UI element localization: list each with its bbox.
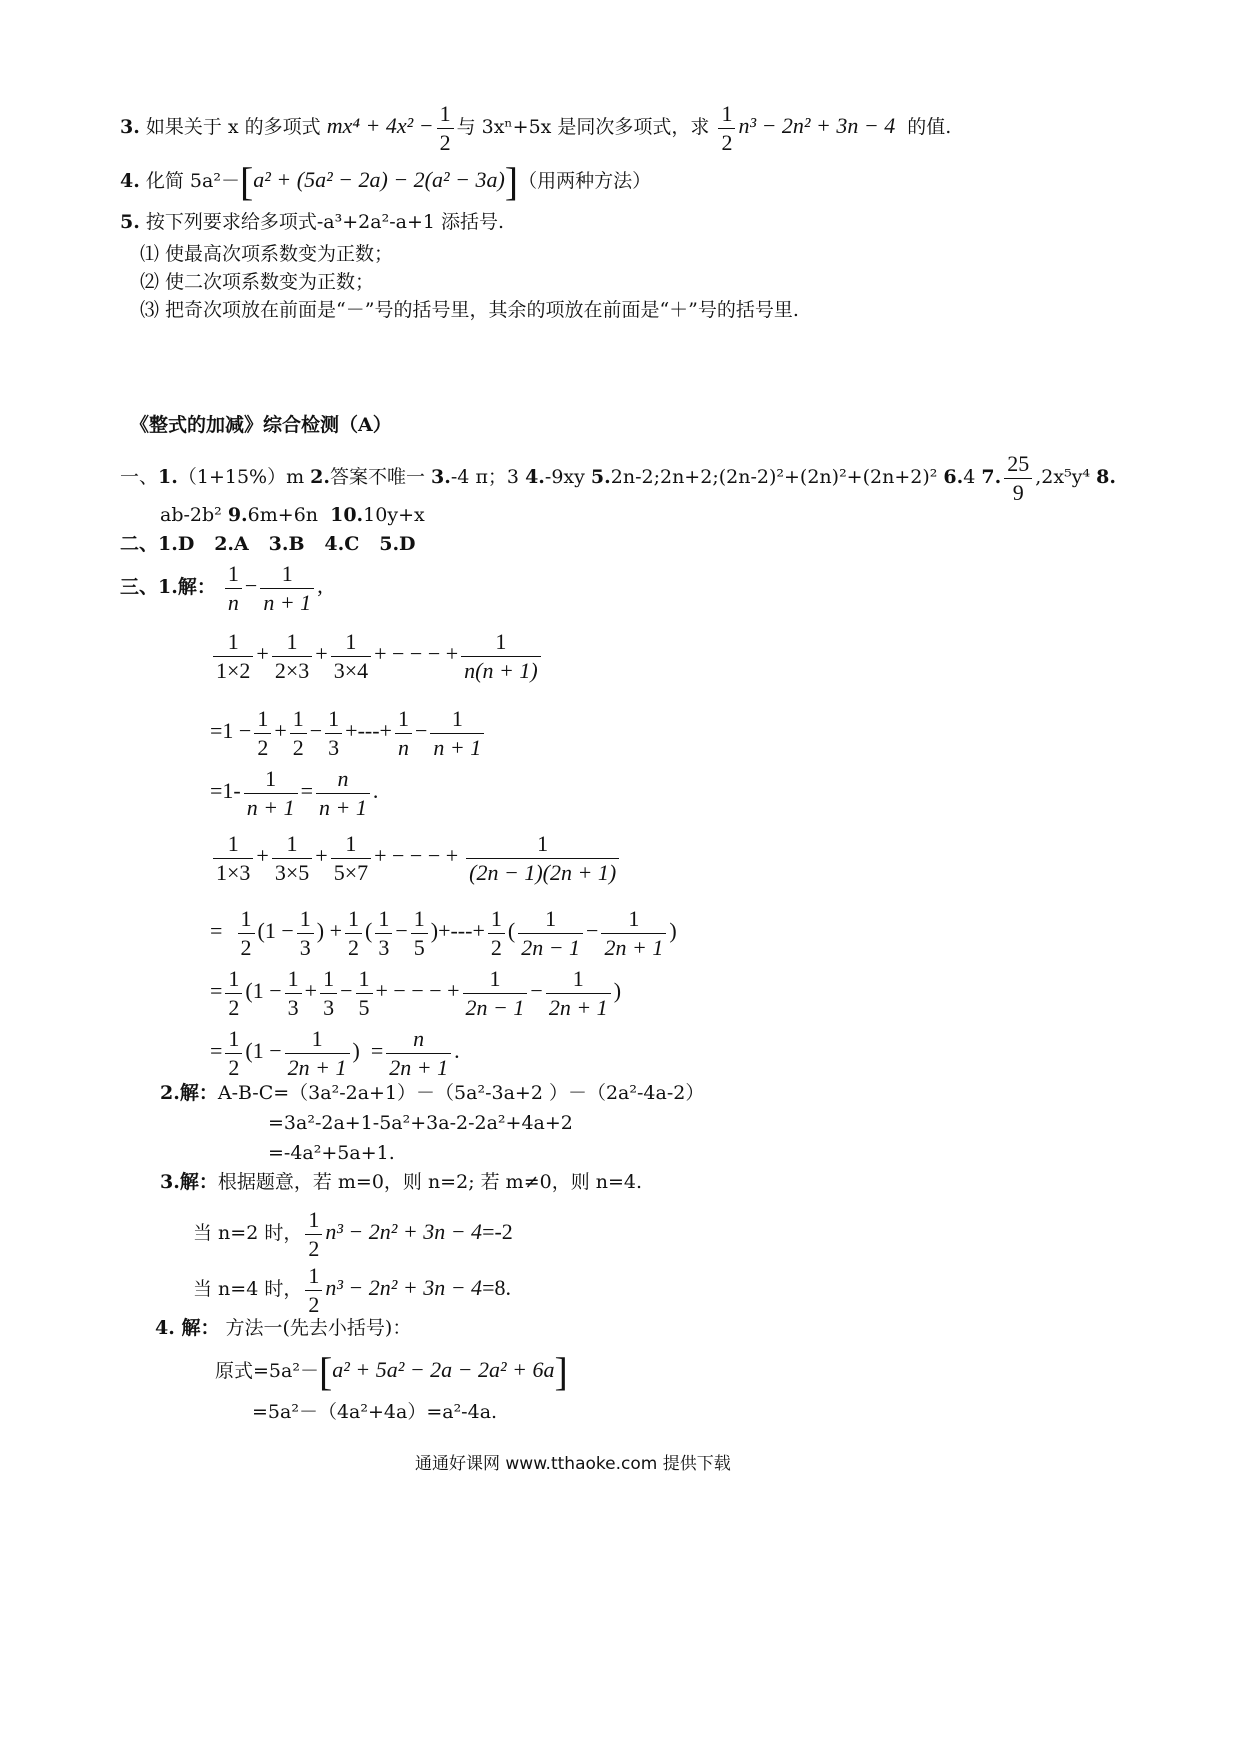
q5-item: ⑵ 使二次项系数变为正数； [140,271,375,293]
solution-2: 2.解：A-B-C=（3a²-2a+1）－（5a²-3a+2 ）－（2a²-4a-2） [160,1082,705,1104]
q3-poly: mx⁴ + 4x² − [326,113,434,138]
q7-fraction: $\frac{25}{9}$ [1004,450,1032,506]
footer-credit: 通通好课网 www.tthaoke.com 提供下载 [415,1454,731,1474]
q5-text: 按下列要求给多项式-a³+2a²-a+1 添括号. [145,211,505,233]
part1-line-2: ab-2b² 9.6m+6n 10.10y+x [160,504,425,526]
solution-4: 4. 解： 方法一(先去小括号)： [155,1317,412,1339]
sum-2-step-1: = $\frac{1}{2}$ (1 − $\frac{1}{3}$ ) + $\frac{1}{2}$ ( $\frac{1}{3}$ − $\frac{1}{5}$ )+---+ $\frac{1}{2}$ ( $\frac{1}{2n - 1}$ − $\frac{1}{2n + 1}$ ) [210,906,677,960]
q4-post: （用两种方法） [518,170,652,192]
part2-line: 二、1.D 2.A 3.B 4.C 5.D [120,533,416,555]
section-title: 《整式的加减》综合检测（A） [130,414,392,436]
question-5 [120,212,504,233]
part1-line: 一、1.（1+15%）m 2.答案不唯一 3.-4 π；3 4.-9xy 5.2n-2;2n+2;(2n-2)²+(2n)²+(2n+2)² 6.4 7. $\frac{25}{9}$ ,2x⁵y⁴ 8. [120,451,1116,505]
solution-3-case-2: 当 n=4 时， $\frac{1}{2}$ n³ − 2n² + 3n − 4=8. [193,1263,511,1317]
q3-pre: 如果关于 x 的多项式 [145,116,321,138]
solution-2-line-2: =3a²-2a+1-5a²+3a-2-2a²+4a+2 [268,1112,573,1134]
part1-label: 一、 [120,466,159,488]
solution-2-line-3: =-4a²+5a+1. [268,1142,395,1164]
question-4: 4. 化简 5a²－[a² + (5a² − 2a) − 2(a² − 3a)]（用两种方法） [120,159,652,204]
solution-4-line-3: =5a²－（4a²+4a）=a²-4a. [252,1401,498,1423]
sum-2-line: $\frac{1}{1\times 3}$ + $\frac{1}{3\times 5}$ + $\frac{1}{5\times 7}$ + − − − + $\frac{1}{(2n - 1)(2n + 1)}$ [210,830,622,886]
question-3 [120,100,951,156]
q3-half-2: $\frac{1}{2}$ [718,100,735,156]
result-1-line: =1- $\frac{1}{n + 1}$ = $\frac{n}{n + 1}$ . [210,766,379,820]
solution-3: 3.解：根据题意，若 m=0，则 n=2; 若 m≠0，则 n=4. [160,1171,643,1193]
q5-item: ⑴ 使最高次项系数变为正数； [140,243,394,265]
solution-3-case-1: 当 n=2 时， $\frac{1}{2}$ n³ − 2n² + 3n − 4=-2 [193,1207,513,1261]
sum-2-step-2: = $\frac{1}{2}$ (1 − $\frac{1}{3}$ + $\frac{1}{3}$ − $\frac{1}{5}$ + − − − + $\frac{1}{2n - 1}$ − $\frac{1}{2n + 1}$ ) [210,966,622,1020]
q3-post: 的值. [907,116,952,138]
q3-half: $\frac{1}{2}$ [437,100,454,156]
solution-1-header: 三、1.解： $\frac{1}{n}$ − $\frac{1}{n + 1}$ , [120,561,323,615]
q4-number: 4. [120,170,140,192]
q3-number: 3. [120,116,140,138]
sum-2-result: = $\frac{1}{2}$ (1 − $\frac{1}{2n + 1}$ ) = $\frac{n}{2n + 1}$ . [210,1026,460,1080]
q5-number: 5. [120,211,140,233]
q4-inner: a² + (5a² − 2a) − 2(a² − 3a) [253,167,505,192]
q3-expr: n³ − 2n² + 3n − 4 [738,113,896,138]
q5-item: ⑶ 把奇次项放在前面是“－”号的括号里，其余的项放在前面是“＋”号的括号里. [140,299,799,321]
solution-4-line-2: 原式=5a²－[a² + 5a² − 2a − 2a² + 6a] [215,1349,568,1394]
part3-label: 三、 [120,576,159,598]
q3-mid: 与 3xⁿ+5x 是同次多项式，求 [456,116,710,138]
q4-pre: 化简 5a²－ [145,170,240,192]
sum-1-line: $\frac{1}{1\times 2}$ + $\frac{1}{2\times 3}$ + $\frac{1}{3\times 4}$ + − − − + $\frac{1}{n(n + 1)}$ [210,628,544,684]
telescope-line: =1 − $\frac{1}{2}$ + $\frac{1}{2}$ − $\frac{1}{3}$ +---+ $\frac{1}{n}$ − $\frac{1}{n + 1}$ [210,705,487,761]
part2-label: 二、 [120,533,159,555]
